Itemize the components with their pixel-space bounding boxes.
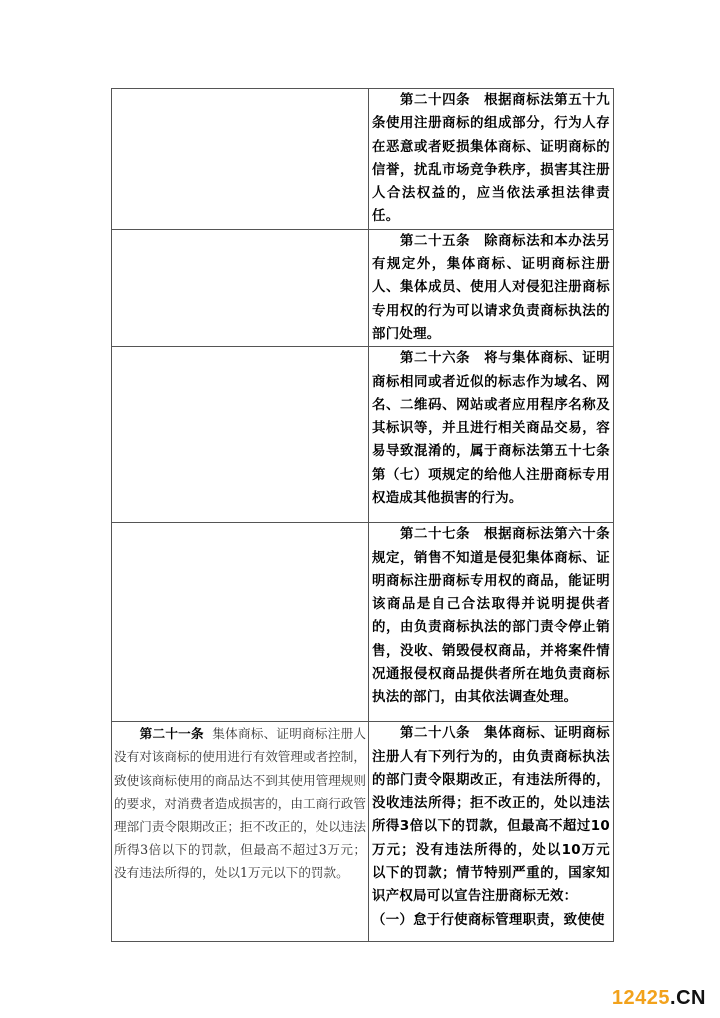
old-text-cell bbox=[112, 89, 369, 230]
table-row bbox=[112, 523, 614, 722]
article-26-text: 第二十六条 将与集体商标、证明商标相同或者近似的标志作为域名、网名、二维码、网站或者应用程序名称及其标识等，并且进行相关商品交易，容易导致混淆的，属于商标法第五十七条第（七）项规定的给他人注册商标专用权造成其他损害的行为。 bbox=[372, 351, 610, 507]
table-row bbox=[112, 722, 614, 942]
article-21-heading: 第二十一条 bbox=[114, 726, 204, 742]
new-text-cell bbox=[369, 229, 614, 346]
article-28-text: 第二十八条 集体商标、证明商标注册人有下列行为的，由负责商标执法的部门责令限期改正，有违法所得的，没收违法所得；拒不改正的，处以违法所得3倍以下的罚款，但最高不超过10万元；没有违法所得的，处以10万元以下的罚款；情节特别严重的，国家知识产权局可以宣告注册商标无效： （一）怠于行使商标管理职责，致使使 bbox=[372, 726, 610, 928]
table-row bbox=[112, 89, 614, 230]
new-text-cell bbox=[369, 722, 614, 942]
old-text-cell bbox=[112, 722, 369, 942]
comparison-table bbox=[111, 88, 614, 942]
old-text-cell bbox=[112, 347, 369, 523]
site-watermark: 12425.CN bbox=[611, 987, 706, 1009]
table-row bbox=[112, 347, 614, 523]
old-text-cell bbox=[112, 523, 369, 722]
article-24-text: 第二十四条 根据商标法第五十九条使用注册商标的组成部分，行为人存在恶意或者贬损集体商标、证明商标的信誉，扰乱市场竞争秩序，损害其注册人合法权益的，应当依法承担法律责任。 bbox=[372, 93, 610, 225]
new-text-cell bbox=[369, 89, 614, 230]
article-25-text: 第二十五条 除商标法和本办法另有规定外，集体商标、证明商标注册人、集体成员、使用人对侵犯注册商标专用权的行为可以请求负责商标执法的部门处理。 bbox=[372, 233, 610, 342]
article-21-text: 第二十一条 集体商标、证明商标注册人没有对该商标的使用进行有效管理或者控制，致使该商标使用的商品达不到其使用管理规则的要求，对消费者造成损害的，由工商行政管理部门责令限期改正；拒不改正的，处以违法所得3倍以下的罚款，但最高不超过3万元；没有违法所得的，处以1万元以下的罚款。 bbox=[114, 726, 367, 881]
article-27-text: 第二十七条 根据商标法第六十条规定，销售不知道是侵犯集体商标、证明商标注册商标专用权的商品，能证明该商品是自己合法取得并说明提供者的，由负责商标执法的部门责令停止销售，没收、销毁侵权商品，并将案件情况通报侵权商品提供者所在地负责商标执法的部门，由其依法调查处理。 bbox=[372, 527, 610, 706]
old-text-cell bbox=[112, 229, 369, 346]
new-text-cell bbox=[369, 523, 614, 722]
table-row bbox=[112, 229, 614, 346]
new-text-cell bbox=[369, 347, 614, 523]
